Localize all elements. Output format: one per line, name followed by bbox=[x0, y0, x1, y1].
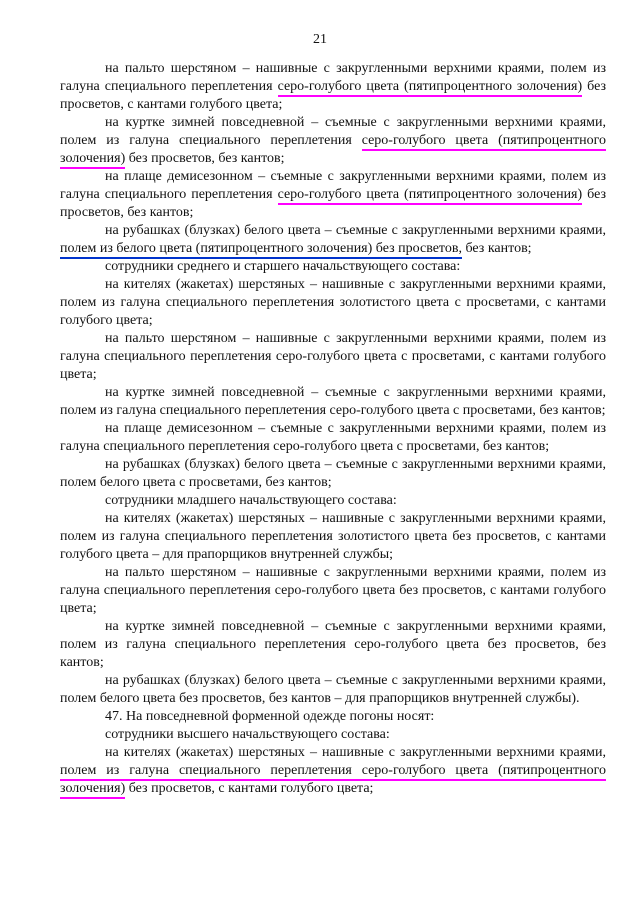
paragraph: на плаще демисезонном – съемные с закругленными верхними краями, полем из галуна специального переплетения серо-голубого цвета с просветами, без кантов; bbox=[60, 421, 606, 454]
paragraph: на пальто шерстяном – нашивные с закругленными верхними краями, полем из галуна специального переплетения серо-голубого цвета без просветов, с кантами голубого цвета; bbox=[60, 565, 606, 616]
section-heading-47: 47. На повседневной форменной одежде погоны носят: bbox=[105, 709, 435, 724]
paragraph-coat-wool-senior: на пальто шерстяном – нашивные с закругленными верхними краями, полем из галуна специального переплетения серо-голубого цвета (пятипроцентного золочения) без просветов, с кантами голубого цвета; bbox=[60, 61, 607, 112]
page-number: 21 bbox=[313, 32, 327, 47]
paragraph: на куртке зимней повседневной – съемные с закругленными верхними краями, полем из галуна специального переплетения серо-голубого цвета без просветов, без кантов; bbox=[60, 619, 606, 670]
paragraph-tunic-top: на кителях (жакетах) шерстяных – нашивные с закругленными верхними краями, полем из галуна специального переплетения серо-голубого цвета (пятипроцентного золочения) без просветов, с кантами голубого цвета; bbox=[60, 744, 606, 798]
paragraph-mid-heading: сотрудники среднего и старшего начальствующего состава: bbox=[105, 259, 461, 274]
highlight-blue: полем из белого цвета (пятипроцентного золочения) без просветов, bbox=[60, 241, 462, 259]
paragraph: на кителях (жакетах) шерстяных – нашивные с закругленными верхними краями, полем из галуна специального переплетения золотистого цвета без просветов, с кантами голубого цвета – для прапорщиков внутренней службы; bbox=[60, 511, 606, 562]
paragraph-shirts-senior: на рубашках (блузках) белого цвета – съемные с закругленными верхними краями, полем из белого цвета (пятипроцентного золочения) без просветов, без кантов; bbox=[60, 222, 606, 258]
highlight-magenta: серо-голубого цвета (пятипроцентного золочения) bbox=[60, 133, 606, 169]
paragraph-jacket-winter-senior: на куртке зимней повседневной – съемные с закругленными верхними краями, полем из галуна специального переплетения серо-голубого цвета (пятипроцентного золочения) без просветов, без кантов; bbox=[60, 114, 606, 168]
highlight-magenta: полем из галуна специального переплетения серо-голубого цвета (пятипроцентного золочения) bbox=[60, 763, 606, 799]
highlight-magenta: серо-голубого цвета (пятипроцентного золочения) bbox=[278, 187, 583, 205]
paragraph: на рубашках (блузках) белого цвета – съемные с закругленными верхними краями, полем белого цвета с просветами, без кантов; bbox=[60, 457, 606, 490]
highlight-magenta: серо-голубого цвета (пятипроцентного золочения) bbox=[278, 79, 583, 97]
document-body bbox=[60, 60, 606, 798]
paragraph-junior-heading: сотрудники младшего начальствующего состава: bbox=[105, 493, 397, 508]
paragraph-raincoat-senior: на плаще демисезонном – съемные с закругленными верхними краями, полем из галуна специального переплетения серо-голубого цвета (пятипроцентного золочения) без просветов, без кантов; bbox=[60, 169, 607, 220]
paragraph: на пальто шерстяном – нашивные с закругленными верхними краями, полем из галуна специального переплетения серо-голубого цвета с просветами, с кантами голубого цвета; bbox=[60, 331, 606, 382]
paragraph: на куртке зимней повседневной – съемные с закругленными верхними краями, полем из галуна специального переплетения серо-голубого цвета с просветами, без кантов; bbox=[60, 385, 606, 418]
paragraph-top-heading: сотрудники высшего начальствующего состава: bbox=[105, 727, 390, 742]
paragraph: на рубашках (блузках) белого цвета – съемные с закругленными верхними краями, полем белого цвета без просветов, без кантов – для прапорщиков внутренней службы). bbox=[60, 673, 606, 706]
paragraph: на кителях (жакетах) шерстяных – нашивные с закругленными верхними краями, полем из галуна специального переплетения золотистого цвета с просветами, с кантами голубого цвета; bbox=[60, 277, 606, 328]
